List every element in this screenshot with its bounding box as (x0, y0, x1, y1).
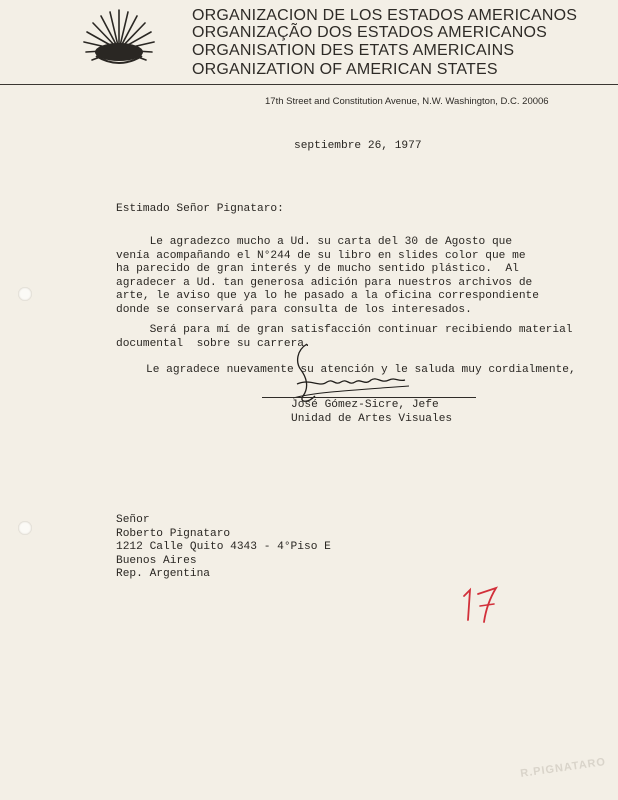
salutation: Estimado Señor Pignataro: (116, 203, 284, 215)
body-paragraph-2: Será para mí de gran satisfacción continuar recibiendo material documental sobre su carrera. (116, 324, 573, 350)
org-name-english: ORGANIZATION OF AMERICAN STATES (192, 61, 498, 78)
org-name-french: ORGANISATION DES ETATS AMERICAINS (192, 42, 515, 59)
org-name-spanish: ORGANIZACION DE LOS ESTADOS AMERICANOS (192, 7, 578, 24)
header-divider (0, 84, 618, 85)
recipient-address: Señor Roberto Pignataro 1212 Calle Quito 4343 - 4°Piso E Buenos Aires Rep. Argentina (116, 514, 331, 581)
collection-stamp: R.PIGNATARO (519, 756, 607, 780)
signer-block (291, 399, 452, 426)
signer-unit: Unidad de Artes Visuales (291, 412, 453, 425)
oas-emblem-icon (82, 6, 156, 70)
handwritten-page-number (460, 582, 502, 624)
letter-date: septiembre 26, 1977 (294, 140, 422, 152)
letterhead-address: 17th Street and Constitution Avenue, N.W. Washington, D.C. 20006 (265, 96, 549, 107)
signature-line (262, 397, 476, 398)
punch-hole (18, 521, 32, 535)
body-paragraph-1: Le agradezco mucho a Ud. su carta del 30 de Agosto que venía acompañando el N°244 de su libro en slides color que me ha parecido de gran interés y de mucho sentido plástico. Al agradecer a Ud. tan generosa adición para nuestros archivos de arte, le aviso que ya lo he pasado a la oficina correspondiente donde se conservará para consulta de los interesados. (116, 236, 539, 316)
org-name-portuguese: ORGANIZAÇÃO DOS ESTADOS AMERICANOS (192, 24, 548, 41)
punch-hole (18, 287, 32, 301)
signer-name: José Gómez-Sicre, Jefe (291, 399, 439, 411)
closing-line: Le agradece nuevamente su atención y le saluda muy cordialmente, (146, 364, 576, 376)
